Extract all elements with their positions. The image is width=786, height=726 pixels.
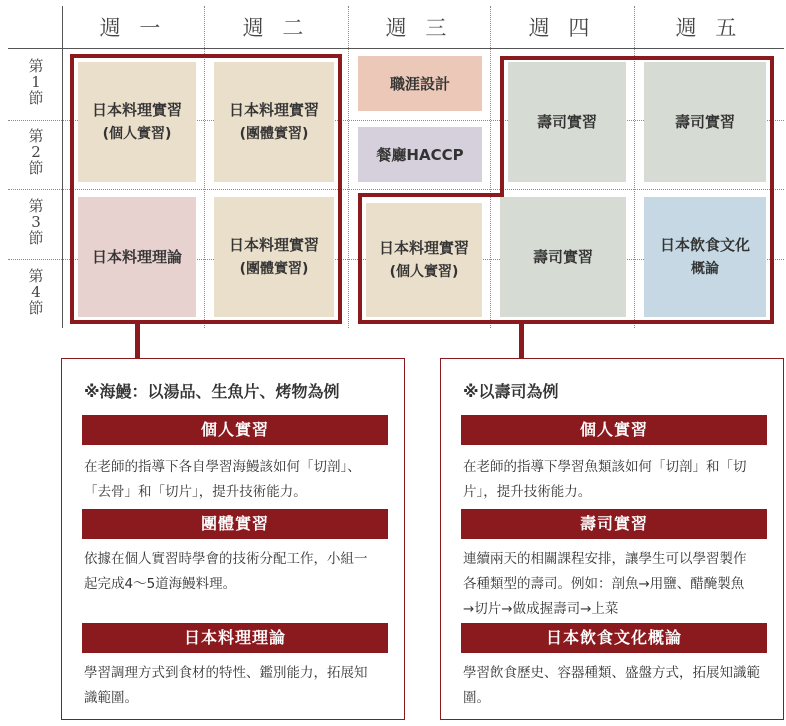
period-label-4: 第 4 節 [28,267,44,317]
period-label-2: 第 2 節 [28,127,44,177]
course-title: 日本料理理論 [91,248,182,266]
section-band: 團體實習 [82,509,388,539]
text-line: 片」，提升技術能力。 [463,484,592,500]
text-line: 在老師的指導下學習魚類該如何「切剖」和「切 [463,459,747,475]
text-line: 依據在個人實習時學會的技術分配工作，小組一 [84,551,368,567]
period-label-3: 第 3 節 [28,197,44,247]
highlight-frame-left [70,54,342,324]
text-line: 連續兩天的相關課程安排，讓學生可以學習製作 [463,551,747,567]
note-box-left [61,358,405,720]
connector-right [519,322,524,360]
course-title: 壽司實習 [674,113,735,131]
day-header-wed: 週 三 [385,16,453,40]
section-band: 個人實習 [82,415,388,445]
course-title: 日本料理實習 [228,101,319,119]
text-line: 「去骨」和「切片」，提升技術能力。 [84,484,307,500]
course-title: 職涯設計 [389,74,450,93]
section-text [463,661,773,711]
text-line: 學習調理方式到食材的特性、鑑別能力，拓展知 [84,665,368,681]
course-subtitle: (個人實習) [389,264,459,280]
section-text [84,547,394,597]
grid-line [8,48,784,49]
text-line: →切片→做成握壽司→上菜 [463,601,619,617]
text-line: 識範圍。 [84,690,138,706]
day-header-mon: 週 一 [99,16,167,40]
course-subtitle: (個人實習) [102,126,172,142]
course-title: 壽司實習 [536,113,597,131]
section-band: 日本飲食文化概論 [461,623,767,653]
section-band: 個人實習 [461,415,767,445]
note-title: ※海鰻：以湯品、生魚片、烤物為例 [84,382,340,401]
course-title: 日本料理實習 [378,239,469,257]
section-band: 日本料理理論 [82,623,388,653]
course-title: 日本料理實習 [91,101,182,119]
section-text [463,455,773,505]
day-header-tue: 週 二 [242,16,310,40]
section-text [84,455,394,505]
text-line: 在老師的指導下各自學習海鰻該如何「切剖」、 [84,459,361,475]
note-title: ※以壽司為例 [463,382,559,401]
note-box-right [440,358,784,720]
grid-line [62,6,63,328]
connector-left [135,322,140,360]
course-subtitle: 概論 [691,261,719,277]
course-subtitle: (團體實習) [239,126,309,142]
period-label-1: 第 1 節 [28,57,44,107]
grid-line [348,6,349,328]
section-text [84,661,394,711]
course-subtitle: (團體實習) [239,261,309,277]
course-title: 壽司實習 [532,248,593,266]
course-title: 日本料理實習 [228,236,319,254]
section-text [463,547,773,622]
text-line: 各種類型的壽司。例如：剖魚→用鹽、醋醃製魚 [463,576,745,592]
highlight-frame-right [350,50,780,330]
text-line: 起完成4～5道海鰻料理。 [84,576,237,592]
text-line: 圍。 [463,690,490,706]
text-line: 學習飲食歷史、容器種類、盛盤方式，拓展知識範 [463,665,760,681]
course-title: 餐廳HACCP [376,145,464,164]
day-header-fri: 週 五 [675,16,743,40]
course-title: 日本飲食文化 [659,236,750,254]
day-header-thu: 週 四 [528,16,596,40]
section-band: 壽司實習 [461,509,767,539]
